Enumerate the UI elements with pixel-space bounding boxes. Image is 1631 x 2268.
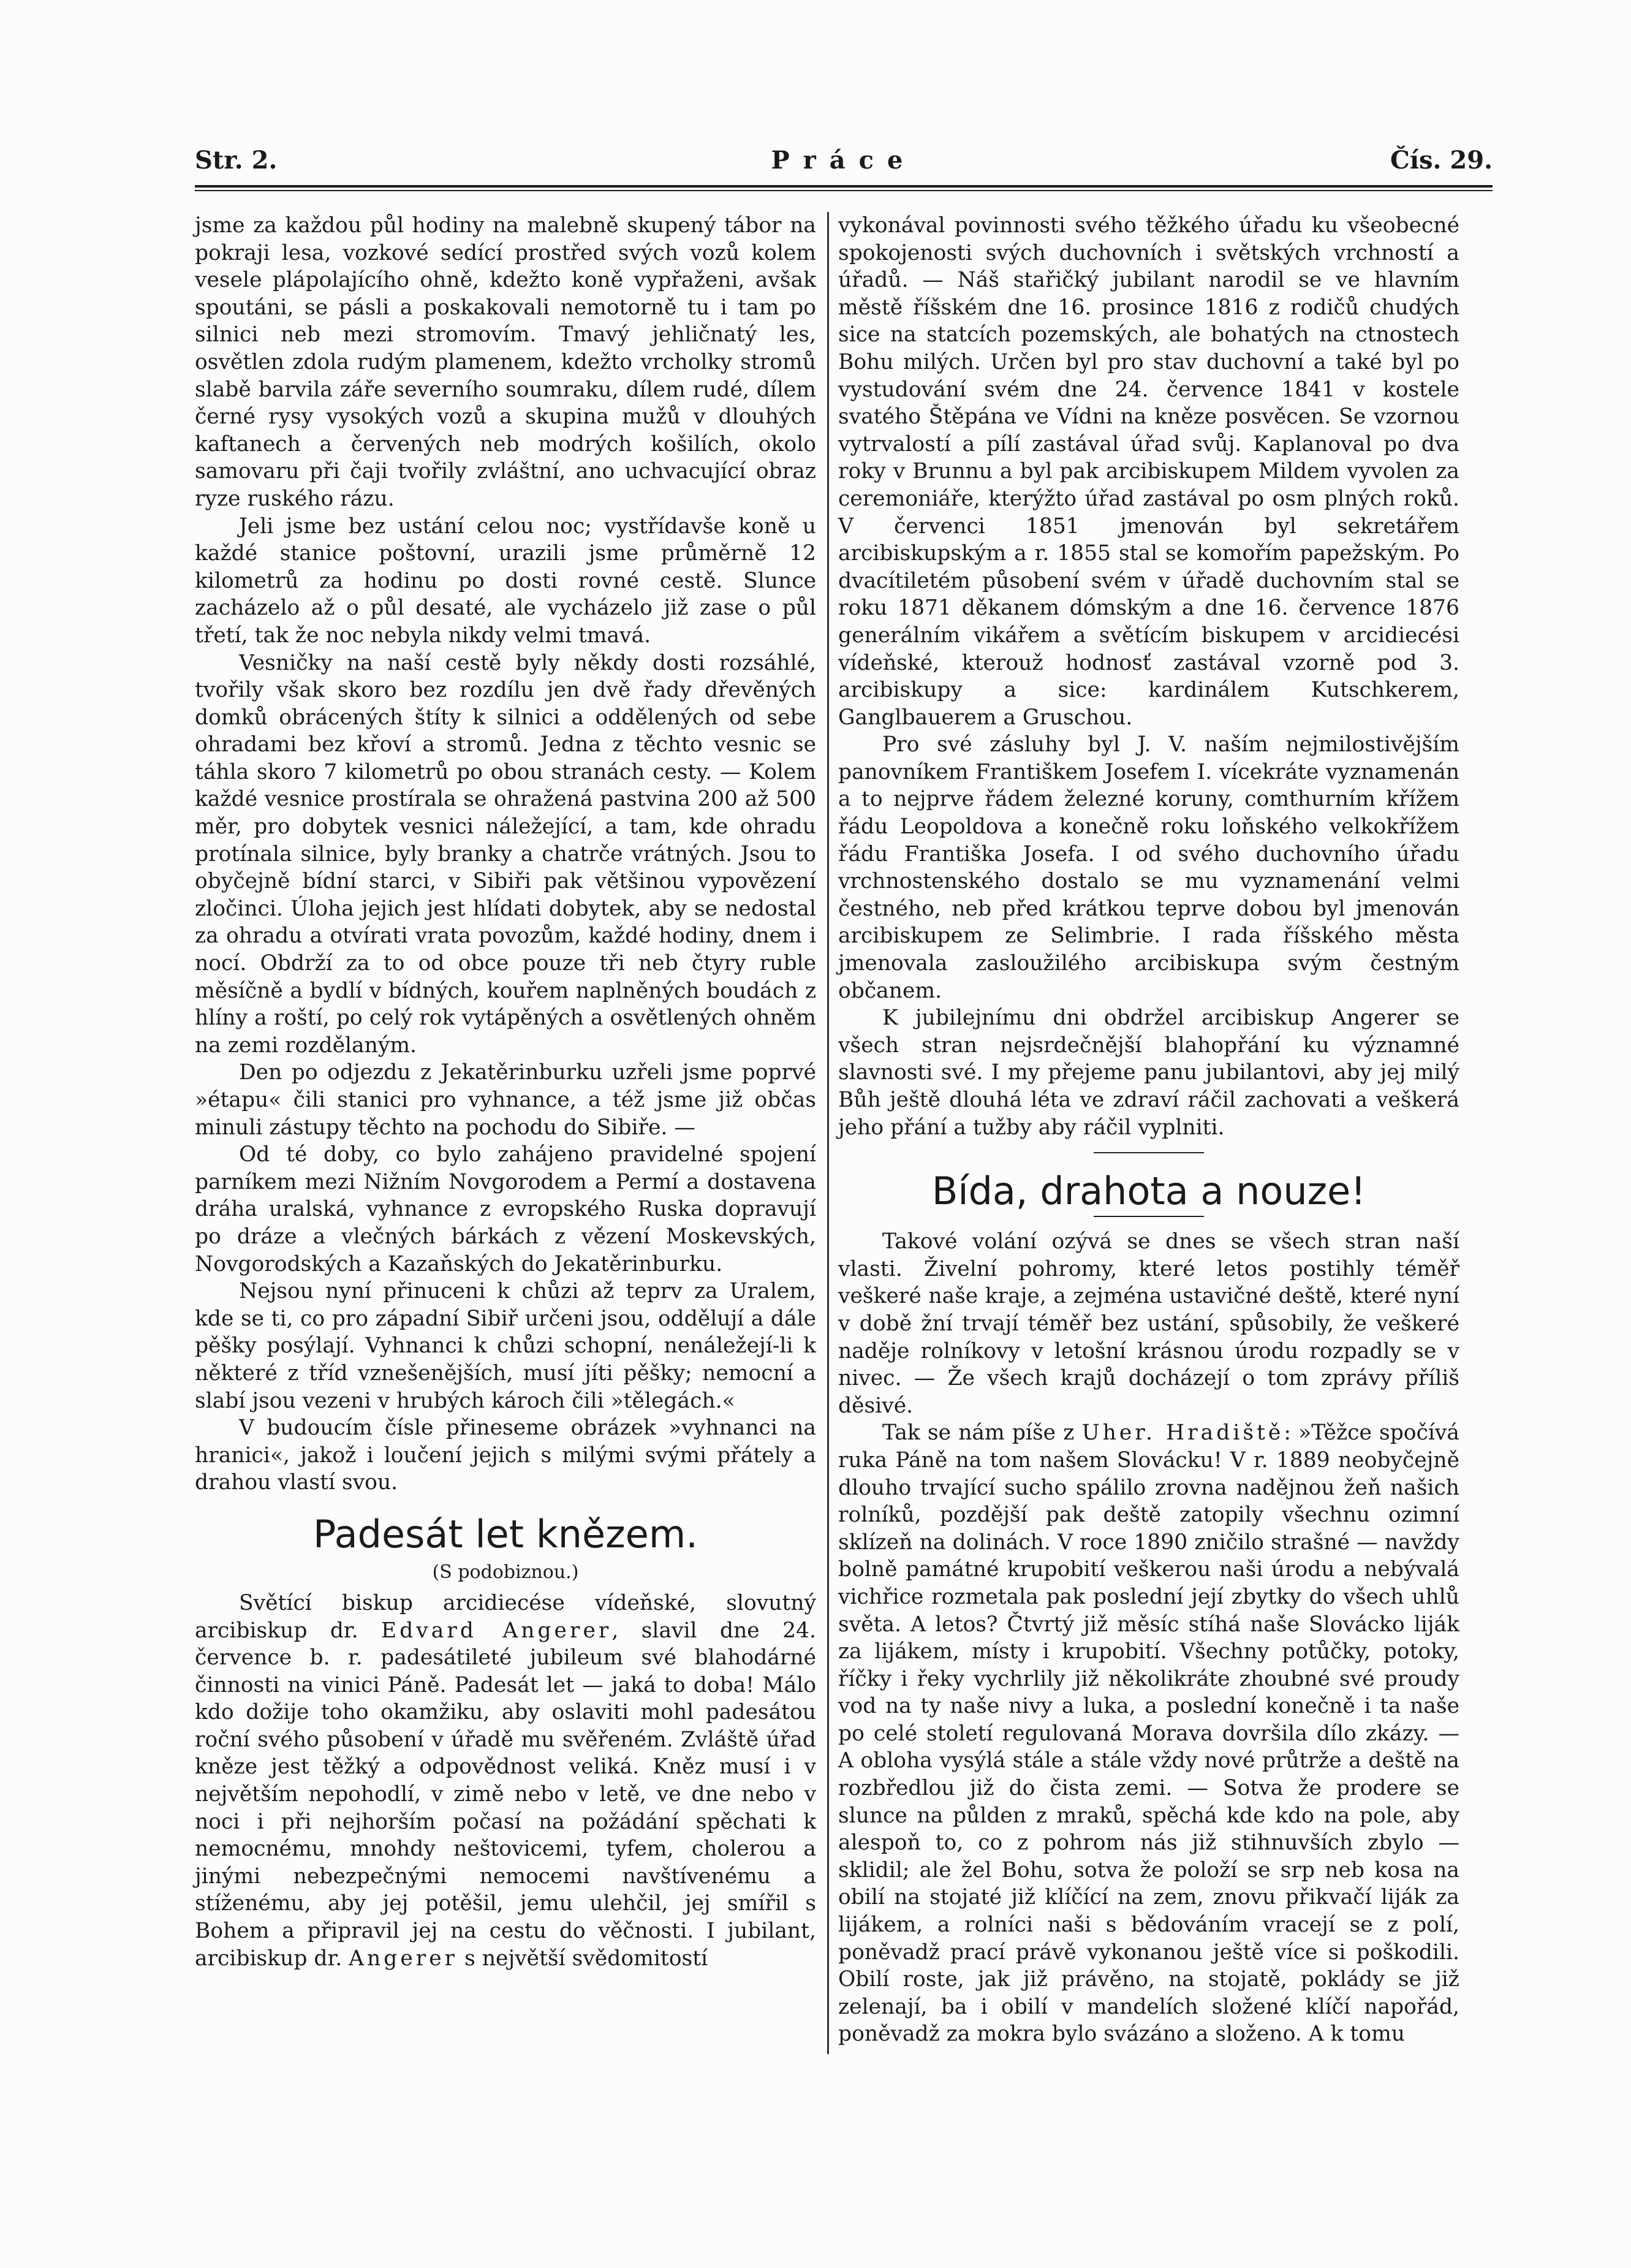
paragraph: Jeli jsme bez ustání celou noc; vystřídavše koně u každé stanice poštovní, urazili jsme průměrně 12 kilometrů za hodinu po dosti rovné cestě. Slunce zacházelo až o půl desaté, ale vycházelo již zase o půl třetí, tak že noc nebyla nikdy velmi tmavá.: [195, 514, 816, 648]
paragraph: Den po odjezdu z Jekatěrinburku uzřeli jsme poprvé »étapu« čili stanici pro vyhnance, a též jsme již občas minuli zástupy těchto na pochodu do Sibiře. —: [195, 1060, 816, 1140]
paragraph: Od té doby, co bylo zahájeno pravidelné spojení parníkem mezi Nižním Novgorodem a Permí a dostavena dráha uralská, vyhnance z evropského Ruska dopravují po dráze a vlečných bárkách z vězení Moskevských, Novgorodských a Kazaňských do Jekatěrinburku.: [195, 1142, 816, 1276]
paragraph: Vesničky na naší cestě byly někdy dosti rozsáhlé, tvořily však skoro bez rozdílu jen dvě řady dřevěných domků obrácených štíty k silnici a oddělených od sebe ohradami bez křoví a stromů. Jedna z těchto vesnic se táhla skoro 7 kilometrů po obou stranách cesty. — Kolem každé vesnice prostírala se ohražená pastvina 200 až 500 měr, pro dobytek vesnici náležející, a tam, kde ohradu protínala silnice, byly branky a chatrče vrátných. Jsou to obyčejně bídní starci, v Sibiři pak většinou vypovězení zločinci. Úloha jejich jest hlídati dobytek, aby se nedostal za ohradu a otvírati vrata povozům, každé hodiny, dnem i nocí. Obdrží za to od obce pouze tři neb čtyry ruble měsíčně a bydlí v bídných, kouřem naplněných boudách z hlíny a roští, po celý rok vytápěných a osvětlených ohněm na zemi rozdělaným.: [195, 650, 816, 1058]
text-run: , slavil dne 24. července b. r. padesátileté jubileum své blahodárné činnosti na vinici Páně. Padesát let — jaká to doba! Málo kdo dožije toho okamžiku, aby oslaviti mohl padesátou roční svého působení v úřadě mu svěřeném. Zvláště úřad kněze jest těžký a odpovědnost veliká. Kněz musí i v největším nepohodlí, v zimě nebo v letě, ve dne nebo v noci i při nejhorším počasí na požádání spěchati k nemocnému, mnohdy neštovicemi, tyfem, cholerou a jinými nebezpečnými nemocemi navštívenému a stíženému, aby jej potěšil, jemu ulehčil, jej smířil s Bohem a připravil jej na cestu do věčnosti. I jubilant, arcibiskup dr.: [195, 1618, 816, 1971]
text-run: Světící biskup arcidiecése vídeňské, slovutný arcibiskup dr.: [195, 1590, 816, 1643]
paragraph: V budoucím čísle přineseme obrázek »vyhnanci na hranici«, jakož i loučení jejich s milými svými přátely a drahou vlastí svou.: [195, 1416, 816, 1495]
paragraph: Pro své zásluhy byl J. V. naším nejmilostivějším panovníkem Františkem Josefem I. vícekráte vyznamenán a to nejprve řádem železné koruny, comthurním křížem řádu Leopoldova a konečně roku loňského velkokřížem řádu Františka Josefa. I od svého duchovního úřadu vrchnostenského dostalo se mu vyznamenání velmi čestného, neb před krátkou teprve dobou byl jmenován arcibiskupem ze Selimbrie. I rada říšského města jmenovala zasloužilého arcibiskupa svým čestným občanem.: [838, 732, 1459, 1003]
header-rule-thin: [195, 190, 1493, 191]
right-column: [838, 212, 1459, 2048]
page-header: [195, 146, 1493, 183]
paragraph: [838, 1419, 1459, 2048]
article-title: Bída, drahota a nouze!: [931, 1169, 1366, 1214]
paragraph: K jubilejnímu dni obdržel arcibiskup Angerer se všech stran nejsrdečnější blahopřání ku významné slavnosti své. I my přejeme panu jubilantovi, aby jej milý Bůh ještě dlouhá léta ve zdraví ráčil zachovati a veškerá jeho přání a tužby aby ráčil vyplniti.: [838, 1006, 1459, 1140]
text-run: Tak se nám píše z: [882, 1420, 1082, 1446]
place-name: Uher. Hradiště: [1081, 1420, 1284, 1446]
newspaper-title: Práce: [771, 146, 917, 175]
page-number: Str. 2.: [195, 146, 278, 175]
text-run: : »Těžce spočívá ruka Páně na tom našem Slovácku! V r. 1889 neobyčejně dlouho trvající sucho spálilo zrovna nadějnou žeň našich rolníků, pozdější pak deště zatopily všechnu ozimní sklízeň na dolinách. V roce 1890 zničilo strašné — navždy bolně památné krupobití veškerou naši úrodu a nebývalá vichřice rozmetala pak poslední její zbytky do všech uhlů světa. A letos? Čtvrtý již měsíc stíhá naše Slovácko liják za lijákem, místy i krupobití. Všechny potůčky, potoky, říčky i řeky vychrlily již několikráte zhoubné své proudy vod na ty naše nivy a luka, a poslední konečně i ta naše po celé století regulovaná Morava dovršila dílo zkázy. — A obloha vysýlá stále a stále vždy nové průtrže a deště na rozbředlou již do čista zemi. — Sotva že prodere se slunce na půlden z mraků, spěchá kde kdo na pole, aby alespoň to, co z pohrom nás již stihnuvších zbylo — sklidil; ale žel Bohu, sotva že položí se srp neb kosa na obilí na stojaté již klíčící na zem, znovu přikvačí liják za lijákem, a rolníci naši s bědováním vracejí se z polí, poněvadž prací právě vykonanou ještě více si poškodili. Obilí roste, jak již právěno, na stojatě, poklády se již zelenají, ba i obilí v mandelích složené klíčí napořád, poněvadž za mokra bylo svázáno a složeno. A k tomu: [838, 1420, 1459, 2047]
paragraph: [195, 1590, 816, 1972]
title-underline: [1094, 1216, 1204, 1217]
issue-number: Čís. 29.: [1390, 146, 1493, 175]
paragraph: vykonával povinnosti svého těžkého úřadu ku všeobecné spokojenosti svých duchovních i světských vrchností a úřadů. — Náš stařičký jubilant narodil se ve hlavním městě říšském dne 16. prosince 1816 z rodičů chudých sice na statcích pozemských, ale bohatých na ctnostech Bohu milých. Určen byl pro stav duchovní a také byl po vystudování svém dne 24. července 1841 v kostele svatého Štěpána ve Vídni na kněze posvěcen. Se vzornou vytrvalostí a pílí zastával úřad svůj. Kaplanoval po dva roky v Brunnu a byl pak arcibiskupem Mildem vyvolen za ceremoniáře, kterýžto úřad zastával po osm plných roků. V červenci 1851 jmenován byl sekretářem arcibiskupským a r. 1855 stal se komořím papežským. Po dvacítiletém působení svém v úřadě duchovním stal se roku 1871 děkanem dómským a dne 16. července 1876 generálním vikářem a světícím biskupem v arcidiecési vídeňské, kterouž hodnosť zastával vzorně pod 3. arcibiskupy a sice: kardinálem Kutschkerem, Ganglbauerem a Gruschou.: [838, 213, 1459, 730]
left-column: [195, 212, 816, 1972]
person-name: Edvard Angerer: [381, 1618, 612, 1643]
person-name: Angerer: [349, 1946, 458, 1971]
paragraph: Takové volání ozývá se dnes se všech stran naší vlasti. Živelní pohromy, které letos postihly téměř veškeré naše kraje, a zejména ustavičné deště, které nyní v době žní trvají téměř bez ustání, spůsobily, že veškeré naděje rolníkovy v letošní krásnou úrodu rozpadly se v nivec. — Že všech krajů docházejí o tom zprávy příliš děsivé.: [838, 1229, 1459, 1418]
article-subtitle: (S podobiznou.): [432, 1561, 579, 1583]
header-rule: [195, 185, 1493, 188]
column-divider: [827, 212, 829, 2054]
article-separator: [1094, 1152, 1204, 1153]
text-run: s největší svědomitostí: [458, 1946, 708, 1971]
paragraph: Nejsou nyní přinuceni k chůzi až teprv za Uralem, kde se ti, co pro západní Sibiř určeni jsou, oddělují a dále pěšky posýlají. Vyhnanci k chůzi schopní, nenáležejí-li k některé z tříd vznešenějších, musí jíti pěšky; nemocní a slabí jsou vezeni v hrubých károch čili »tělegách.«: [195, 1279, 816, 1413]
article-title: Padesát let knězem.: [313, 1511, 698, 1557]
paragraph: jsme za každou půl hodiny na malebně skupený tábor na pokraji lesa, vozkové sedící prostřed svých vozů kolem vesele plápolajícího ohně, kdežto koně vypřaženi, avšak spoutáni, se pásli a poskakovali nemotorně tu i tam po silnici neb mezi stromovím. Tmavý jehličnatý les, osvětlen zdola rudým plamenem, kdežto vrcholky stromů slabě barvila záře severního soumraku, dílem rudé, dílem černé rysy vysokých vozů a skupina mužů v dlouhých kaftanech a červených neb modrých košilích, okolo samovaru při čaji tvořily zvláštní, ano uchvacující obraz ryze ruského rázu.: [195, 213, 816, 511]
